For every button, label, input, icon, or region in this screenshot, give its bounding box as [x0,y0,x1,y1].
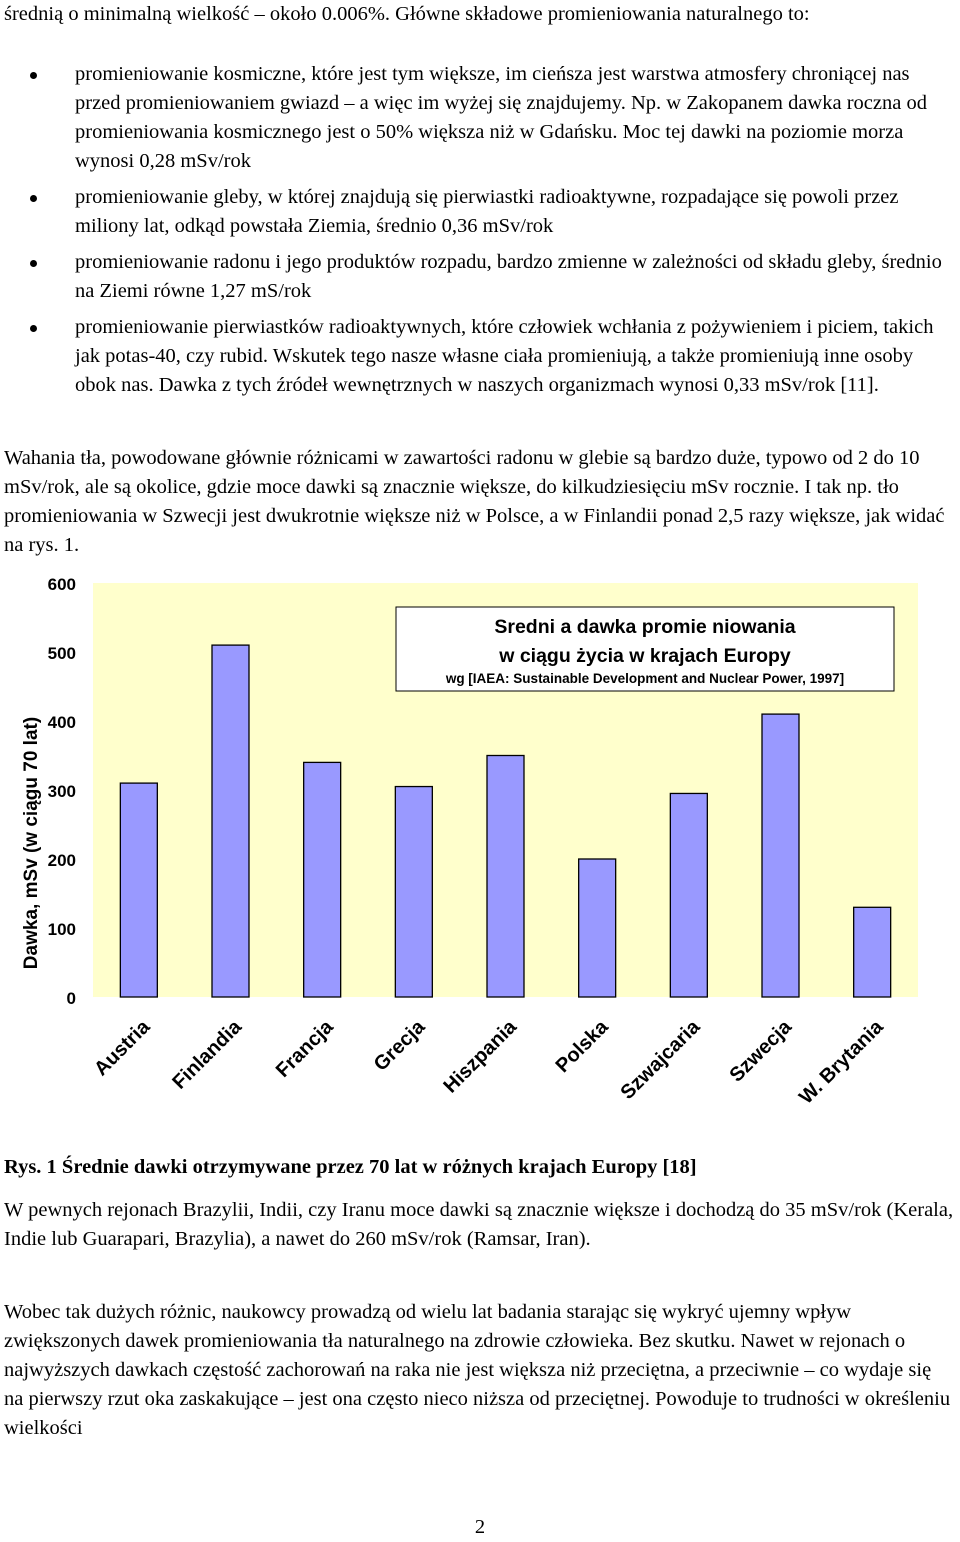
radiation-sources-list [0,60,960,407]
x-tick-label: Francja [271,1015,338,1082]
dose-bar-chart [0,560,960,1150]
y-tick-label: 100 [47,920,76,939]
bar-polska [579,859,616,997]
chart-source-line: wg [IAEA: Sustainable Development and Nuclear Power, 1997] [445,671,845,686]
bar-austria [120,783,157,997]
y-axis-label: Dawka, mSv (w ciągu 70 lat) [21,716,42,970]
chart-title-line-2: w ciągu życia w krajach Europy [499,645,791,667]
list-item [0,313,955,400]
y-tick-label: 500 [47,644,76,663]
bar-francja [304,762,341,997]
list-item [0,248,955,306]
x-tick-label: Hiszpania [439,1015,522,1098]
bullet-icon [30,325,37,332]
list-item-text: promieniowanie pierwiastków radioaktywnych, które człowiek wchłania z pożywieniem i piciem, takich jak potas-40, czy rubid. Wskutek tego nasze własne ciała promieniują, a także promieniują inne osoby obok nas. Dawka z tych źródeł wewnętrznych w naszych organizmach wynosi 0,33 mSv/rok [11]. [75,316,934,396]
bar-finlandia [212,645,249,997]
bullet-icon [30,260,37,267]
bullet-icon [30,195,37,202]
health-effects-paragraph: Wobec tak dużych różnic, naukowcy prowadzą od wielu lat badania starając się wykryć ujemny wpływ zwiększonych dawek promieniowania tła naturalnego na zdrowie człowieka. Bez skutku. Nawet w rejonach o najwyższych dawkach częstość zachorowań na raka nie jest większa niż przeciętna, a przeciwnie – co wydaje się na pierwszy rzut oka zaskakujące – jest ona często nieco niższa od przeciętnej. Powoduje to trudności w określeniu wielkości [4,1301,951,1439]
y-tick-label: 600 [47,575,76,594]
chart-title-line-1: Sredni a dawka promie niowania [494,616,796,638]
x-tick-label: Szwajcaria [616,1015,705,1104]
x-tick-label: Polska [551,1015,613,1078]
list-item-text: promieniowanie radonu i jego produktów rozpadu, bardzo zmienne w zależności od składu gleby, średnio na Ziemi równe 1,27 mS/rok [75,251,942,302]
bar-szwecja [762,714,799,997]
y-tick-label: 200 [47,851,76,870]
intro-paragraph: średnią o minimalną wielkość – około 0.006%. Główne składowe promieniowania naturalnego to: [4,3,810,25]
page-number: 2 [474,1516,486,1538]
x-tick-label: Szwecja [725,1015,797,1087]
bar-grecja [395,787,432,997]
chart-title-box [396,607,894,691]
list-item [0,60,955,176]
list-item [0,183,955,241]
bar-w-brytania [854,907,891,997]
x-tick-label: Austria [90,1015,155,1081]
y-tick-label: 400 [47,713,76,732]
background-variation-paragraph: Wahania tła, powodowane głównie różnicami w zawartości radonu w glebie są bardzo duże, typowo od 2 do 10 mSv/rok, ale są okolice, gdzie moce dawki są znacznie większe, do kilkudziesięciu mSv rocznie. I tak np. tło promieniowania w Szwecji jest dwukrotnie większe niż w Polsce, a w Finlandii ponad 2,5 razy większe, jak widać na rys. 1. [4,447,945,556]
y-tick-label: 0 [66,989,76,1008]
list-item-text: promieniowanie gleby, w której znajdują się pierwiastki radioaktywne, rozpadające się powoli przez miliony lat, odkąd powstała Ziemia, średnio 0,36 mSv/rok [75,186,899,237]
bar-szwajcaria [670,793,707,997]
x-tick-label: Grecja [369,1015,430,1076]
x-tick-label: W. Brytania [795,1015,888,1109]
high-dose-regions-paragraph: W pewnych rejonach Brazylii, Indii, czy Iranu moce dawki są znacznie większe i dochodzą do 35 mSv/rok (Kerala, Indie lub Guarapari, Brazylia), a nawet do 260 mSv/rok (Ramsar, Iran). [4,1199,954,1250]
y-tick-label: 300 [47,782,76,801]
figure-caption: Rys. 1 Średnie dawki otrzymywane przez 70 lat w różnych krajach Europy [18] [4,1156,697,1178]
x-tick-label: Finlandia [168,1015,247,1094]
bar-hiszpania [487,756,524,998]
list-item-text: promieniowanie kosmiczne, które jest tym większe, im cieńsza jest warstwa atmosfery chroniącej nas przed promieniowaniem gwiazd – a więc im wyżej się znajdujemy. Np. w Zakopanem dawka roczna od promieniowania kosmicznego jest o 50% większa niż w Gdańsku. Moc tej dawki na poziomie morza wynosi 0,28 mSv/rok [75,63,927,172]
bullet-icon [30,72,37,79]
